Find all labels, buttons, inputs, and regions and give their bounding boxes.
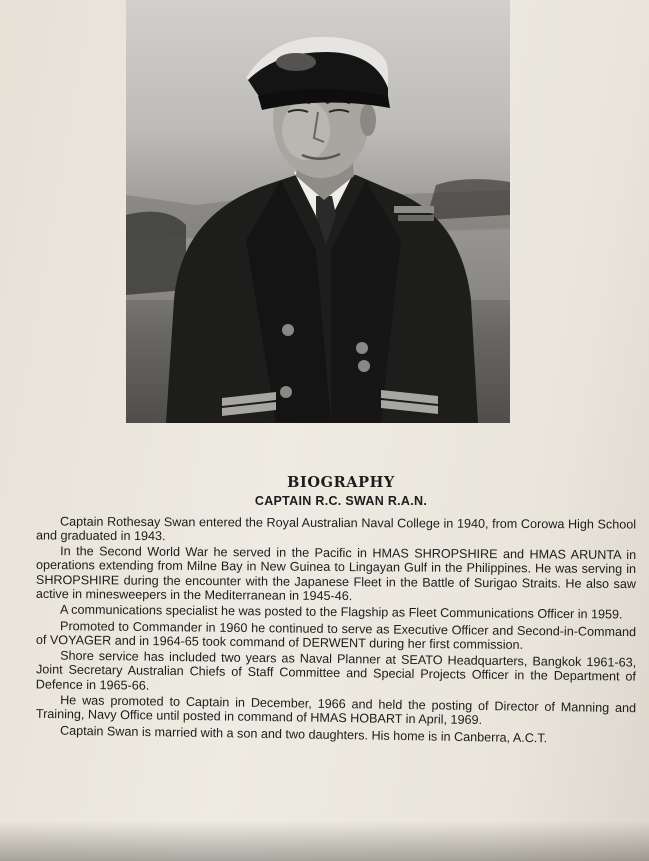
bio-paragraph-2: In the Second World War he served in the Pacific in HMAS SHROPSHIRE and HMAS ARUNTA in operations extending from Milne Bay in New Guinea to Lingayan Gulf in the Philippines. He was serving in SHROPSHIRE during the encounter with the Japanese Fleet in the Battle of Surigao Straits. He also saw active in minesweepers in the Mediterranean in 1945-46.: [35, 544, 637, 604]
page-shadow: [0, 821, 649, 861]
portrait-photo: [126, 0, 510, 423]
bio-paragraph-3: A communications specialist he was posted to the Flagship as Fleet Communications Officer in 1959.: [59, 602, 623, 622]
biography-subheading: CAPTAIN R.C. SWAN R.A.N.: [254, 494, 428, 509]
portrait-illustration: [126, 0, 510, 423]
bio-paragraph-7: Captain Swan is married with a son and two daughters. His home is in Canberra, A.C.T.: [59, 723, 548, 746]
bio-paragraph-4: Promoted to Commander in 1960 he continued to serve as Executive Officer and Second-in-Command of VOYAGER and in 1964-65 took command of DERWENT during her first commission.: [35, 618, 637, 652]
bio-paragraph-6: He was promoted to Captain in December, 1966 and held the posting of Director of Manning and Training, Navy Office until posted in command of HMAS HOBART in April, 1969.: [35, 693, 637, 728]
biography-heading: BIOGRAPHY: [287, 474, 395, 491]
bio-paragraph-1: Captain Rothesay Swan entered the Royal Australian Naval College in 1940, from Corowa High School and graduated in 1943.: [35, 514, 637, 543]
biography-section: [36, 476, 636, 744]
bio-paragraph-5: Shore service has included two years as Naval Planner at SEATO Headquarters, Bangkok 1961-63, Joint Secretary Australian Chiefs of Staff Committee and Special Projects Officer in the Department of Defence in 1965-66.: [35, 648, 637, 693]
